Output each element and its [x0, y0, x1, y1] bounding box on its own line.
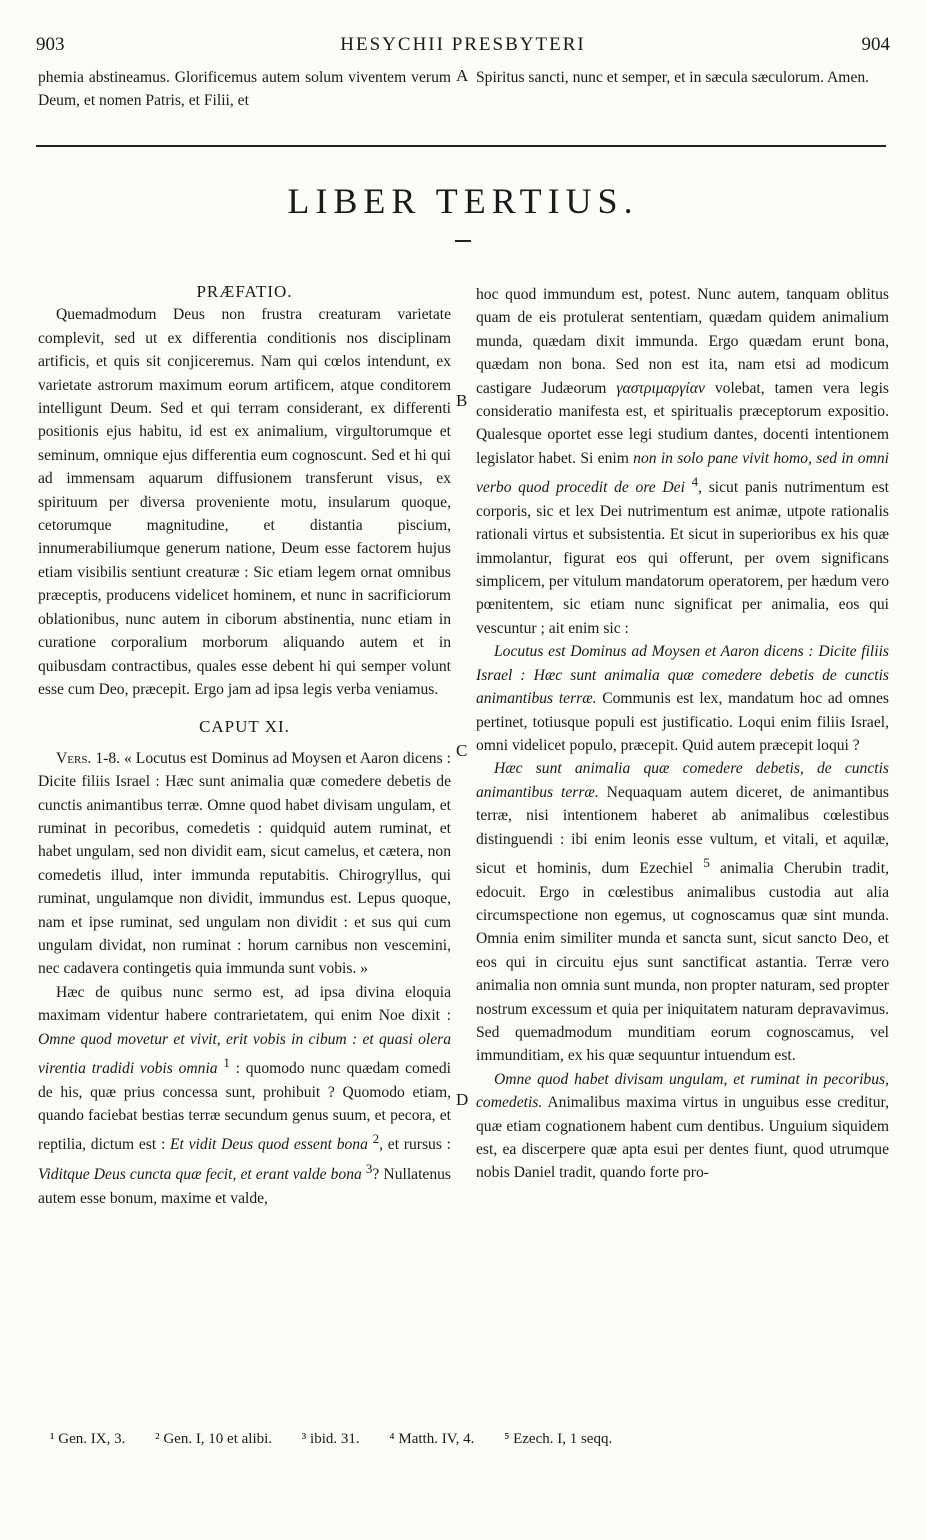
- praefatio-paragraph: Quemadmodum Deus non frustra creaturam varietate complevit, sed ut ex differentia conditionis nos disciplinam artificis, et quis sit conjiceremus. Nam qui cœlos intendunt, ex varietate astrorum maximum eorum artificem, atque conditorem intelligunt Deum. Sed et qui terram considerant, ex differenti positionis ejus habitu, id est ex animalium, virgultorumque et seminum, omnique ejus differentia eum cognoscunt. Sed et hi qui ad immensam aquarum diffusionem transferunt visus, ex spirituum per diversa proveniente motu, insularum quoque, cetorumque magnitudine, et distantia piscium, innumerabiliumque generum natione, Deum esse factorem hujus etiam visibilis sentiunt creaturæ : Sic etiam legem ornat omnibus præceptis, producens videlicet hominem, et nunc in sacrificiorum oblationibus, nunc autem in ciborum abstinentia, nunc etiam in curatione corporalium morborum aliquando autem et in quibusdam contractibus, quales esse debent hi qui semper volunt esse cum Deo, præcepit. Ergo jam ad ipsa legis verba veniamus.: [38, 306, 451, 698]
- book-title: LIBER TERTIUS.: [287, 181, 639, 221]
- footnote-ref: 5: [703, 854, 710, 870]
- footnote: ¹ Gen. IX, 3.: [50, 1431, 126, 1447]
- commentary-paragraph: Hæc de quibus nunc sermo est, ad ipsa divina eloquia maximam videntur habere contrarietatem, qui enim Noe dixit : Omne quod movetur et vivit, erit vobis in cibum : et quasi olera virentia tradidi vobis omnia $^1$ : quomodo nunc quædam comedi de his, quæ prius concessa sunt, prohibuit ? Quomodo etiam, quando faciebat bestias terræ secundum genus suum, et pecora, et reptilia, dictum est : Et vidit Deus quod essent bona $^2$, et rursus : Viditque Deus cuncta quæ fecit, et erant valde bona $^3$? Nullatenus autem esse bonum, maxime et valde,: [38, 983, 452, 1207]
- footnote-ref: 4: [691, 474, 699, 490]
- margin-marker-a: A: [456, 66, 469, 85]
- footnotes: [50, 1431, 880, 1448]
- right-paragraph-3: Hæc sunt animalia quæ comedere debetis, de cunctis animantibus terræ. Nequaquam autem diceret, de animantibus terræ, nisi intentionem haberet ab animalibus cœlestibus distinguendi : ibi enim leonis esse vultum, et vitali, et aquilæ, sicut et hominis, dum Ezechiel $^5$ animalia Cherubin tradit, edocuit. Ergo in cœlestibus animalibus custodia aut alia circumspectione non egemus, ut cognoscamus quæ sint munda. Omnia enim similiter munda et sancta sunt, sicut sancto Deo, et eos qui in circuitu ejus sunt sanctificat astantia. Terræ vero animalia non omnia sunt munda, non propter naturam, sed propter nostrum excessum et quia per iniquitatem naturam depravavimus. Sed quemadmodum munditiam eorum cognoscamus, vel immunditiam, ex his quæ sequuntur intuendum est.: [476, 760, 889, 1065]
- margin-marker-c: C: [456, 741, 468, 760]
- greek-word: γαστριμαργίαν: [616, 379, 705, 397]
- page-number-left: 903: [36, 34, 65, 55]
- footnote-ref: 3: [365, 1161, 373, 1176]
- right-paragraph-2: Locutus est Dominus ad Moysen et Aaron dicens : Dicite filiis Israel : Hæc sunt animalia quæ comedere debetis de cunctis animantibus terræ. Communis est lex, mandatum hoc ad omnes pertinet, totiusque populi est justificatio. Loqui enim filiis Israel, omni videlicet populo, præcepit. Quid autem præcepit loqui ?: [476, 643, 889, 754]
- top-right-text: Spiritus sancti, nunc et semper, et in sæcula sæculorum. Amen.: [476, 69, 870, 86]
- margin-marker-d: D: [456, 1090, 469, 1109]
- verse-label: Vers. 1-8.: [56, 749, 121, 767]
- verse-text: « Locutus est Dominus ad Moysen et Aaron dicens : Dicite filiis Israel : Hæc sunt animalia quæ comedere debetis de cunctis animantibus terræ. Omne quod habet divisam ungulam, et ruminat in pecoribus, comedetis : quidquid autem ruminat, et habet ungulam, sed non dividit eam, sicut camelus, et cætera, non comedetis illud, inter immunda reputabitis. Chirogryllus, qui ruminat, ungulamque non dividit, immundus est. Lepus quoque, nam et ipse ruminat, sed ungulam non dividit : et sus qui cum ungulam dividat, non ruminat : horum carnibus non vescemini, nec cadavera contingetis quia immunda sunt vobis. »: [38, 749, 451, 978]
- top-left-text: phemia abstineamus. Glorificemus autem solum viventem verum Deum, et nomen Patris, et Filii, et: [38, 69, 451, 110]
- footnote: ² Gen. I, 10 et alibi.: [155, 1431, 273, 1447]
- praefatio-heading: PRÆFATIO.: [196, 282, 293, 301]
- margin-marker-b: B: [456, 391, 468, 410]
- footnote: ³ ibid. 31.: [301, 1431, 360, 1447]
- footnote: ⁵ Ezech. I, 1 seqq.: [504, 1431, 613, 1447]
- footnote-ref: 1: [223, 1055, 230, 1070]
- right-paragraph-1: hoc quod immundum est, potest. Nunc autem, tanquam oblitus quam de eis protulerat sententiam, quædam quidem animalium munda, quædam dixit immunda. Ergo quædam erunt bona, quædam non bona. Sed non est ita, nam etsi ad modicum castigare Judæorum γαστριμαργίαν volebat, tamen vera legis consideratio manifesta est, et spiritualis præceptorum expositio. Qualesque oportet esse legi studium dantes, docenti intentionem legislator habet. Si enim non in solo pane vivit homo, sed in omni verbo quod procedit de ore Dei $^4$, sicut panis nutrimentum est corporis, sic et lex Dei nutrimentum est animæ, utpote rationalis rationali virtus et subsistentia. Et sicut in superioribus ex his quæ immolantur, figurat eos qui offerunt, per ovem significans simplicem, per vitulum mandatorum operatorem, per hædum vero pœnitentem, sic etiam nunc significat per animalia, eos qui vescuntur ; ait enim sic :: [476, 286, 890, 637]
- running-header: [36, 34, 890, 58]
- verse-paragraph: [38, 747, 451, 981]
- left-column: [38, 280, 451, 1210]
- page-number-right: 904: [861, 34, 890, 55]
- running-head-title: HESYCHII PRESBYTERI: [340, 34, 586, 55]
- footnote-ref: 2: [372, 1131, 380, 1147]
- footnote: ⁴ Matth. IV, 4.: [389, 1431, 475, 1447]
- divider-rule: [36, 145, 886, 147]
- caput-heading: CAPUT XI.: [199, 717, 290, 737]
- right-paragraph-4: Omne quod habet divisam ungulam, et ruminat in pecoribus, comedetis. Animalibus maxima virtus in unguibus esse creditur, quæ etiam cognationem habent cum dentibus. Unguium siquidem est, ea discerpere quæ apta esui per dentes fiunt, quod utrumque nobis Daniel tradit, quando forte pro-: [476, 1070, 889, 1182]
- right-column: [476, 283, 889, 1185]
- title-dash: [455, 240, 471, 242]
